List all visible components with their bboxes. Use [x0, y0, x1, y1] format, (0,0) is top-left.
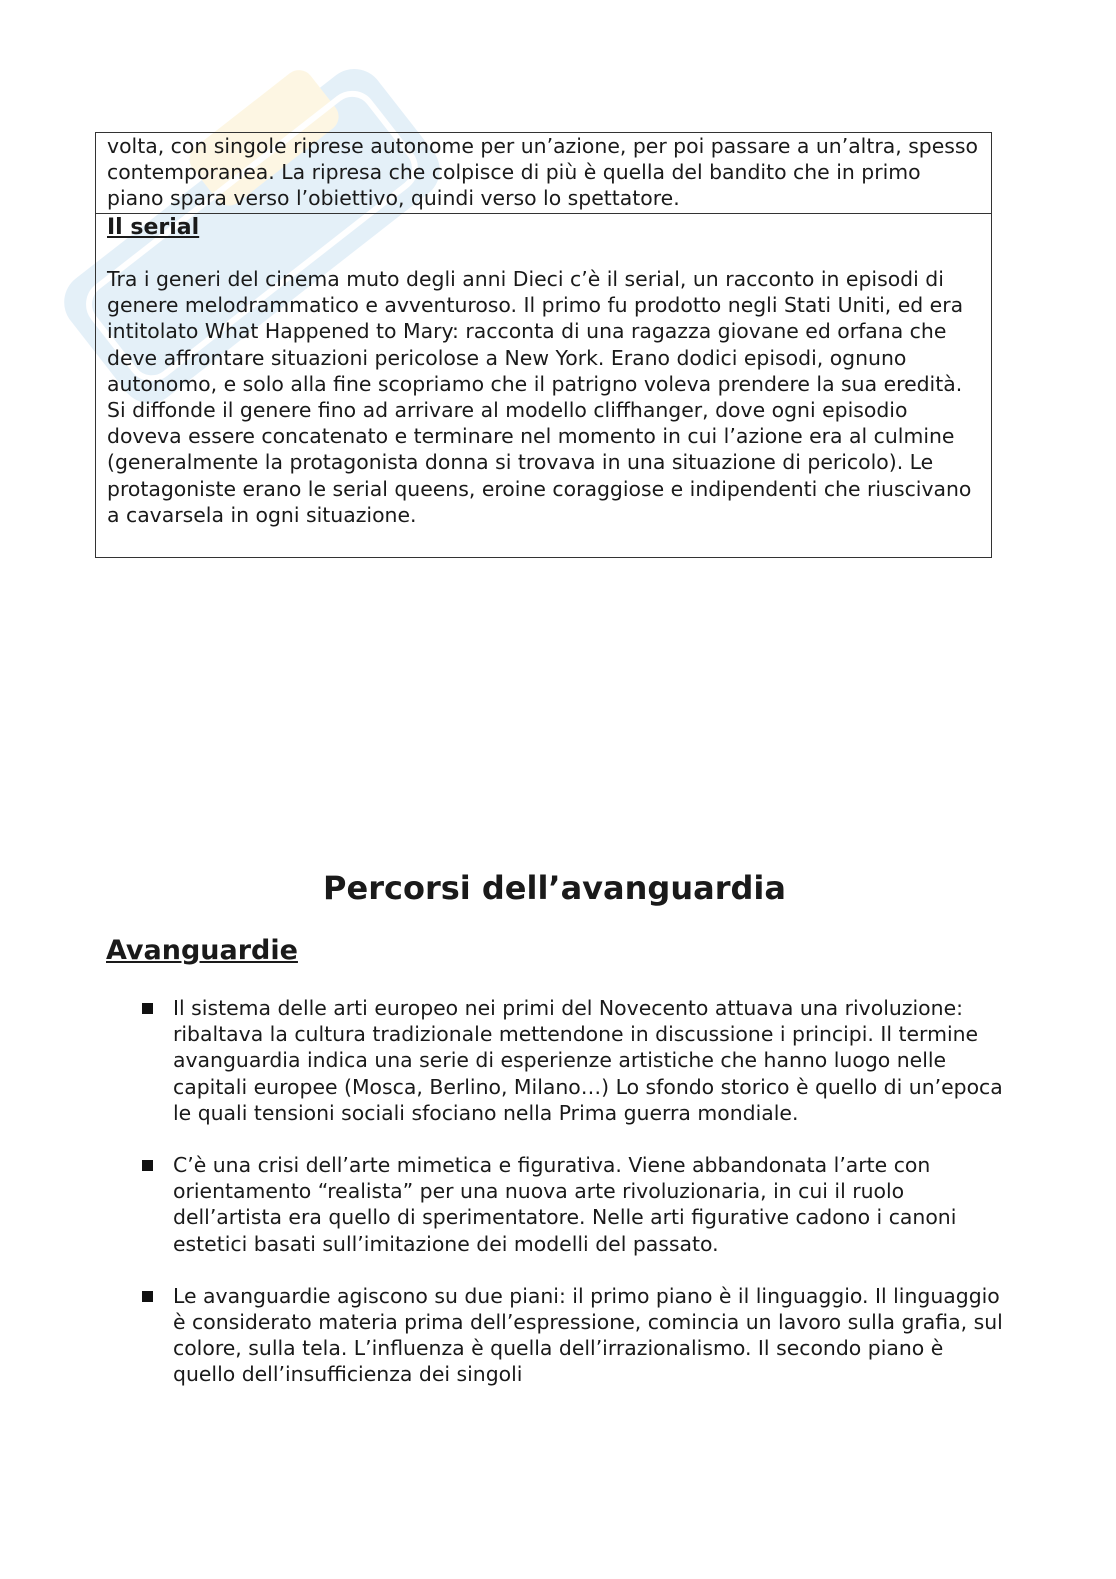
bullet-list [140, 995, 1010, 1414]
square-bullet-icon [142, 1160, 153, 1171]
serial-heading: Il serial [107, 215, 200, 240]
table-cell-serial [96, 214, 991, 557]
list-item-text: Il sistema delle arti europeo nei primi del Novecento attuava una rivoluzione: ribaltava la cultura tradizionale mettendone in discussione i principi. Il termine avanguardia indica una serie di esperienze artistiche che hanno luogo nelle capitali europee (Mosca, Berlino, Milano…) Lo sfondo storico è quello di un’epoca le quali tensioni sociali sfociano nella Prima guerra mondiale. [173, 996, 1003, 1125]
square-bullet-icon [142, 1003, 153, 1014]
list-item-text: Le avanguardie agiscono su due piani: il primo piano è il linguaggio. Il linguaggio è considerato materia prima dell’espressione, comincia un lavoro sulla grafia, sul colore, sulla tela. L’influenza è quella dell’irrazionalismo. Il secondo piano è quello dell’insufficienza dei singoli [173, 1283, 1003, 1387]
list-item [140, 1283, 1010, 1388]
list-item-text: C’è una crisi dell’arte mimetica e figurativa. Viene abbandonata l’arte con orientamento “realista” per una nuova arte rivoluzionaria, in cui il ruolo dell’artista era quello di sperimentatore. Nelle arti figurative cadono i canoni estetici basati sull’imitazione dei modelli del passato. [173, 1153, 957, 1256]
content-table [95, 132, 992, 558]
continuation-text: volta, con singole riprese autonome per un’azione, per poi passare a un’altra, spesso contemporanea. La ripresa che colpisce di più è quella del bandito che in primo piano spara verso l’obiettivo, quindi verso lo spettatore. [107, 134, 979, 211]
chapter-title: Percorsi dell’avanguardia [323, 869, 786, 907]
list-item [140, 995, 1010, 1126]
square-bullet-icon [142, 1291, 153, 1302]
list-item [140, 1152, 1010, 1257]
serial-paragraph: Tra i generi del cinema muto degli anni Dieci c’è il serial, un racconto in episodi di genere melodrammatico e avventuroso. Il primo fu prodotto negli Stati Uniti, ed era intitolato What Happened to Mary: racconta di una ragazza giovane ed orfana che deve affrontare situazioni pericolose a New York. Erano dodici episodi, ognuno autonomo, e solo alla fine scopriamo che il patrigno voleva prendere la sua eredità. Si diffonde il genere fino ad arrivare al modello cliffhanger, dove ogni episodio doveva essere concatenato e terminare nel momento in cui l’azione era al culmine (generalmente la protagonista donna si trovava in una situazione di pericolo). Le protagoniste erano le serial queens, eroine coraggiose e indipendenti che riuscivano a cavarsela in ogni situazione. [107, 267, 972, 527]
table-cell-continuation [96, 133, 991, 214]
section-heading: Avanguardie [106, 935, 298, 966]
